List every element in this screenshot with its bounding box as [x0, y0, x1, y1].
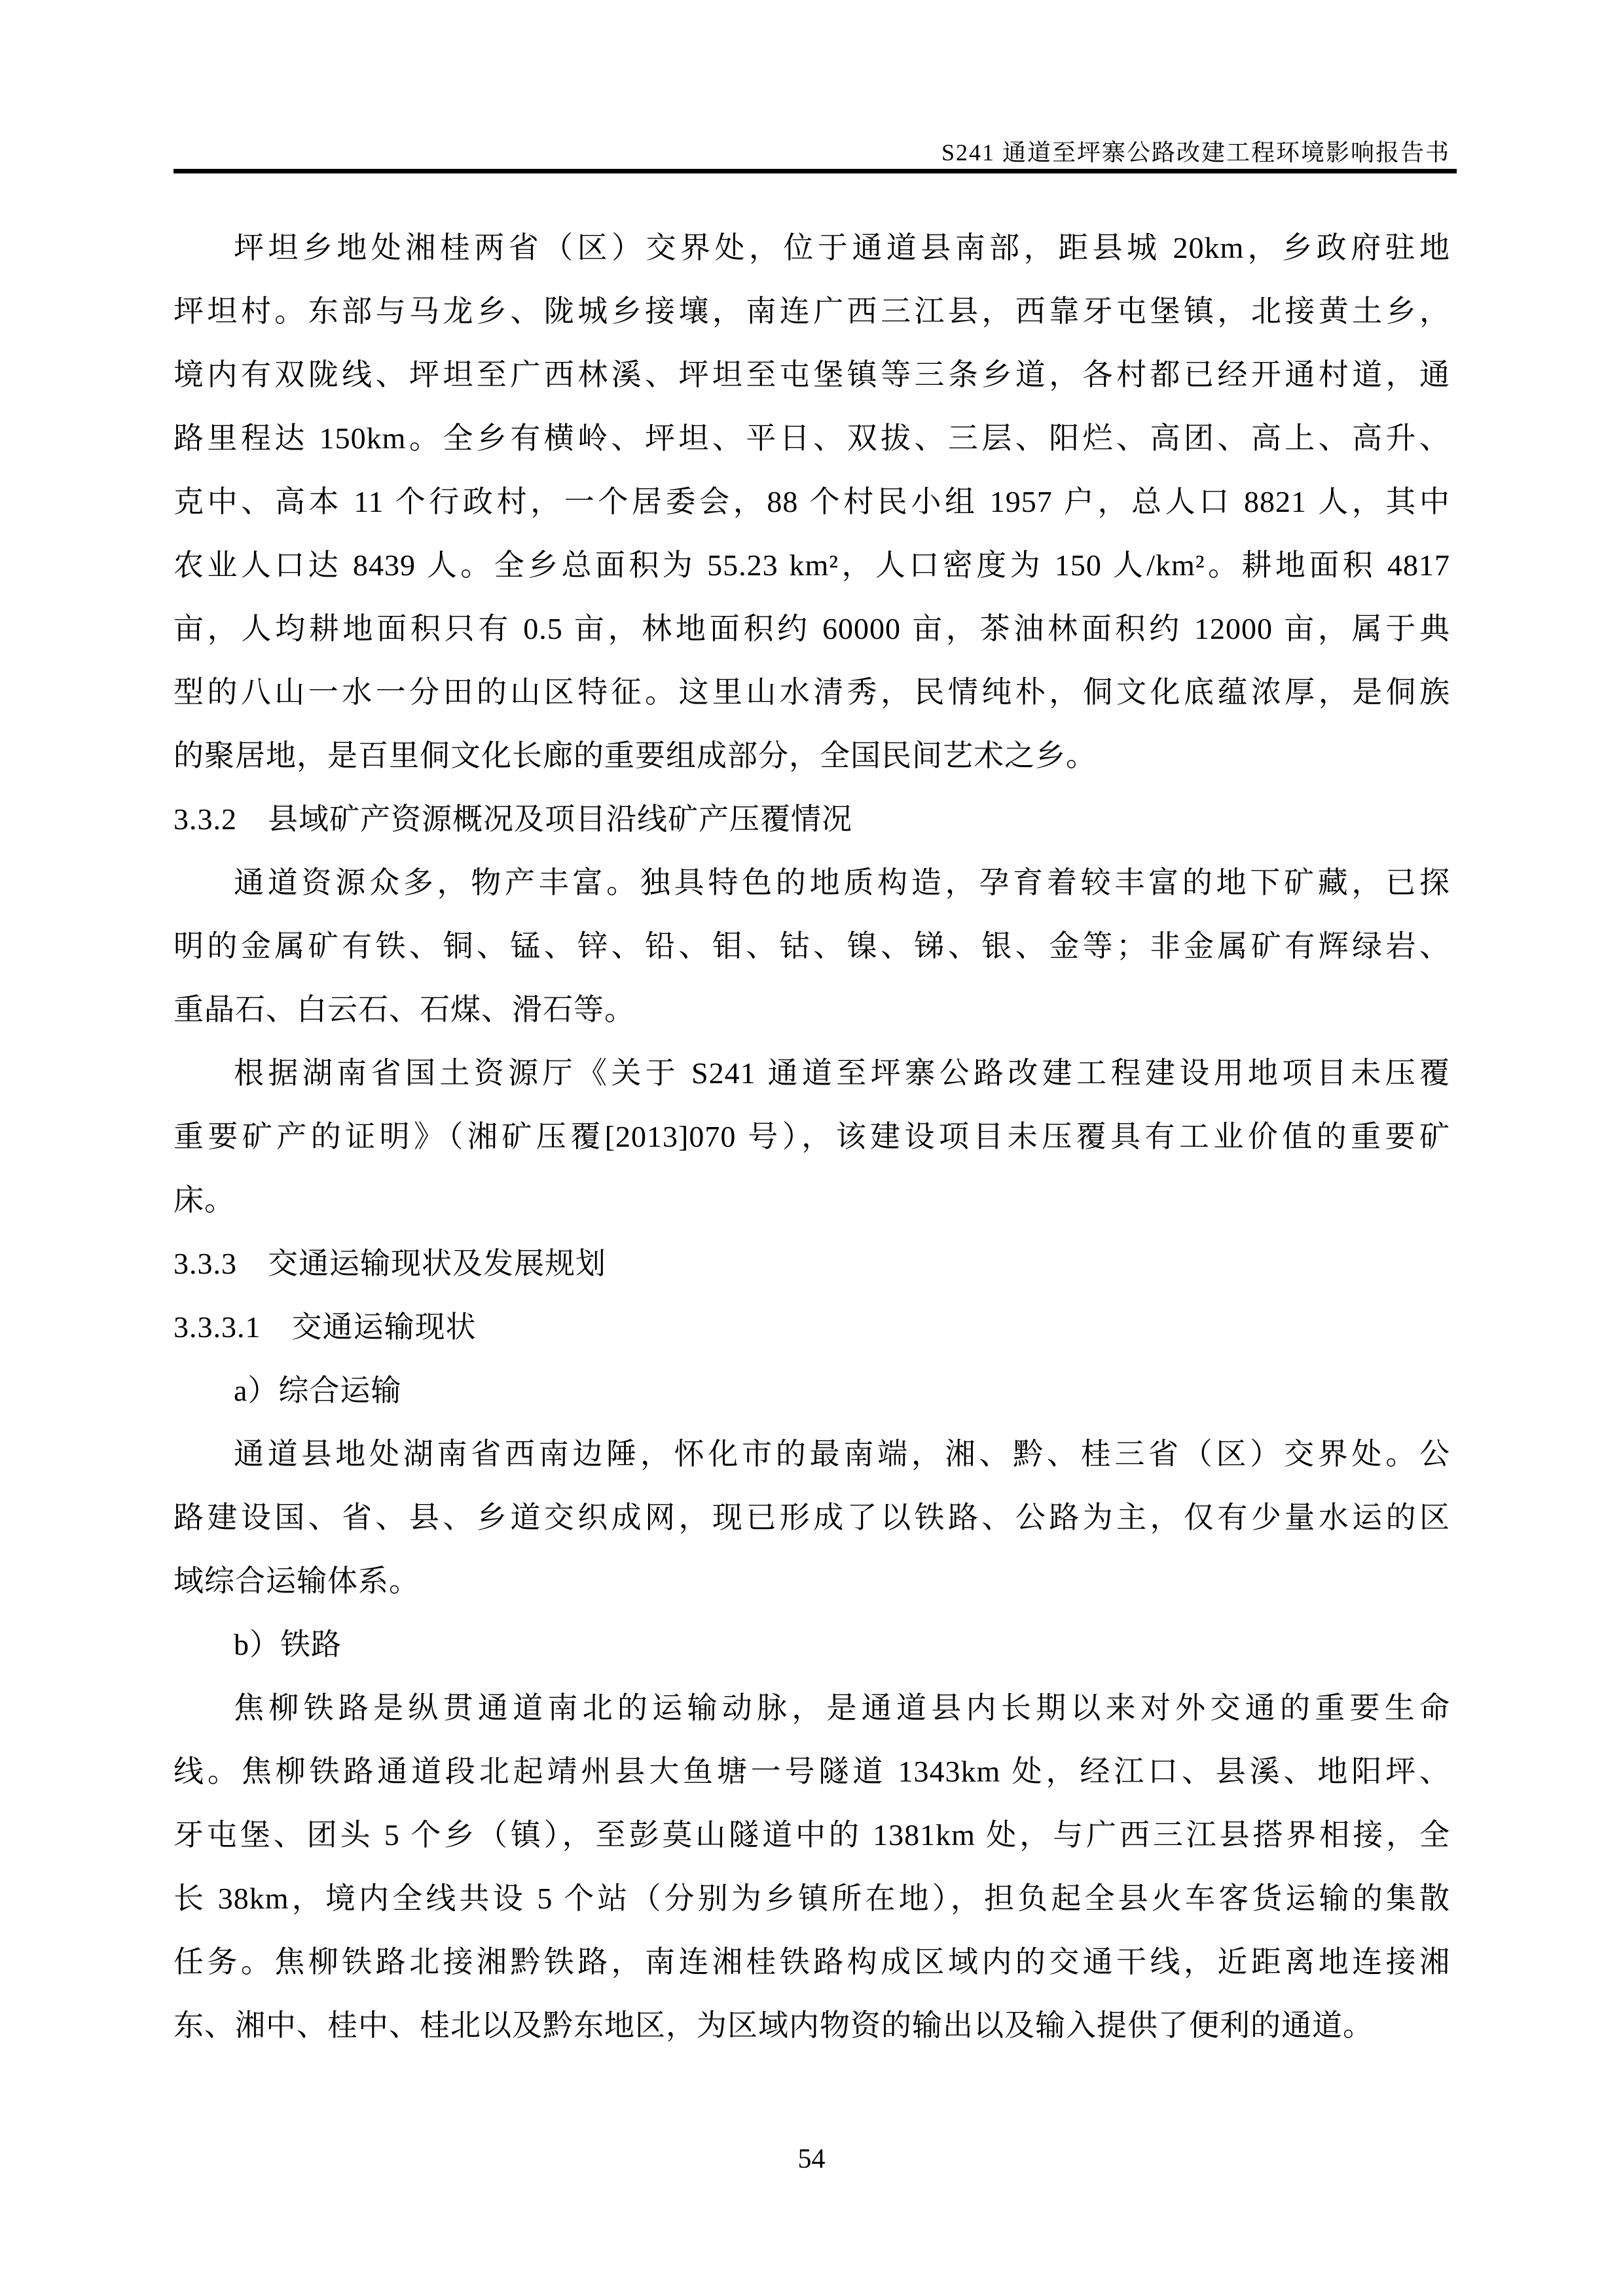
text-line: 牙屯堡、团头 5 个乡（镇），至彭莫山隧道中的 1381km 处，与广西三江县搭界相接，全 [173, 1818, 1450, 1852]
text-line: 重晶石、白云石、石煤、滑石等。 [173, 993, 635, 1026]
text-line: 型的八山一水一分田的山区特征。这里山水清秀，民情纯朴，侗文化底蕴浓厚，是侗族 [173, 675, 1450, 709]
text-line: 长 38km，境内全线共设 5 个站（分别为乡镇所在地），担负起全县火车客货运输的集散 [173, 1882, 1450, 1915]
page-header-title: S241 通道至坪寨公路改建工程环境影响报告书 [941, 139, 1450, 166]
list-item-heading: a）综合运输 [234, 1374, 402, 1407]
text-line: 东、湘中、桂中、桂北以及黔东地区，为区域内物资的输出以及输入提供了便利的通道。 [173, 2009, 1374, 2042]
text-line: 坪坦村。东部与马龙乡、陇城乡接壤，南连广西三江县，西靠牙屯堡镇，北接黄土乡， [173, 295, 1450, 328]
text-line: 通道资源众多，物产丰富。独具特色的地质构造，孕育着较丰富的地下矿藏，已探 [234, 866, 1450, 899]
text-line: 根据湖南省国土资源厅《关于 S241 通道至坪寨公路改建工程建设用地项目未压覆 [234, 1056, 1450, 1090]
text-line: 路建设国、省、县、乡道交织成网，现已形成了以铁路、公路为主，仅有少量水运的区 [173, 1501, 1450, 1534]
text-line: 克中、高本 11 个行政村，一个居委会，88 个村民小组 1957 户，总人口 8821 人，其中 [173, 485, 1450, 518]
text-line: 境内有双陇线、坪坦至广西林溪、坪坦至屯堡镇等三条乡道，各村都已经开通村道，通 [173, 358, 1450, 391]
text-line: 亩，人均耕地面积只有 0.5 亩，林地面积约 60000 亩，茶油林面积约 12000 亩，属于典 [173, 612, 1450, 645]
text-line: 床。 [173, 1183, 235, 1217]
page-body [173, 216, 1450, 2057]
page-number: 54 [797, 2144, 826, 2174]
text-line: 明的金属矿有铁、铜、锰、锌、铅、钼、钴、镍、锑、银、金等；非金属矿有辉绿岩、 [173, 929, 1450, 963]
text-line: 重要矿产的证明》（湘矿压覆[2013]070 号），该建设项目未压覆具有工业价值的重要矿 [173, 1120, 1450, 1153]
text-line: 的聚居地，是百里侗文化长廊的重要组成部分，全国民间艺术之乡。 [173, 739, 1097, 772]
text-line: 焦柳铁路是纵贯通道南北的运输动脉，是通道县内长期以来对外交通的重要生命 [234, 1691, 1450, 1725]
text-line: 坪坦乡地处湘桂两省（区）交界处，位于通道县南部，距县城 20km，乡政府驻地 [234, 231, 1450, 264]
section-heading: 3.3.3 交通运输现状及发展规划 [173, 1247, 606, 1280]
text-line: 线。焦柳铁路通道段北起靖州县大鱼塘一号隧道 1343km 处，经江口、县溪、地阳坪、 [173, 1755, 1450, 1788]
section-heading: 3.3.2 县域矿产资源概况及项目沿线矿产压覆情况 [173, 802, 852, 836]
text-line: 农业人口达 8439 人。全乡总面积为 55.23 km²，人口密度为 150 人/km²。耕地面积 4817 [173, 548, 1450, 582]
list-item-heading: b）铁路 [234, 1628, 342, 1661]
header-rule [173, 169, 1457, 173]
text-line: 路里程达 150km。全乡有横岭、坪坦、平日、双拔、三层、阳烂、高团、高上、高升、 [173, 422, 1450, 455]
text-line: 任务。焦柳铁路北接湘黔铁路，南连湘桂铁路构成区域内的交通干线，近距离地连接湘 [173, 1945, 1450, 1979]
text-line: 通道县地处湖南省西南边陲，怀化市的最南端，湘、黔、桂三省（区）交界处。公 [234, 1437, 1450, 1471]
section-heading: 3.3.3.1 交通运输现状 [173, 1310, 477, 1344]
text-line: 域综合运输体系。 [173, 1564, 420, 1598]
